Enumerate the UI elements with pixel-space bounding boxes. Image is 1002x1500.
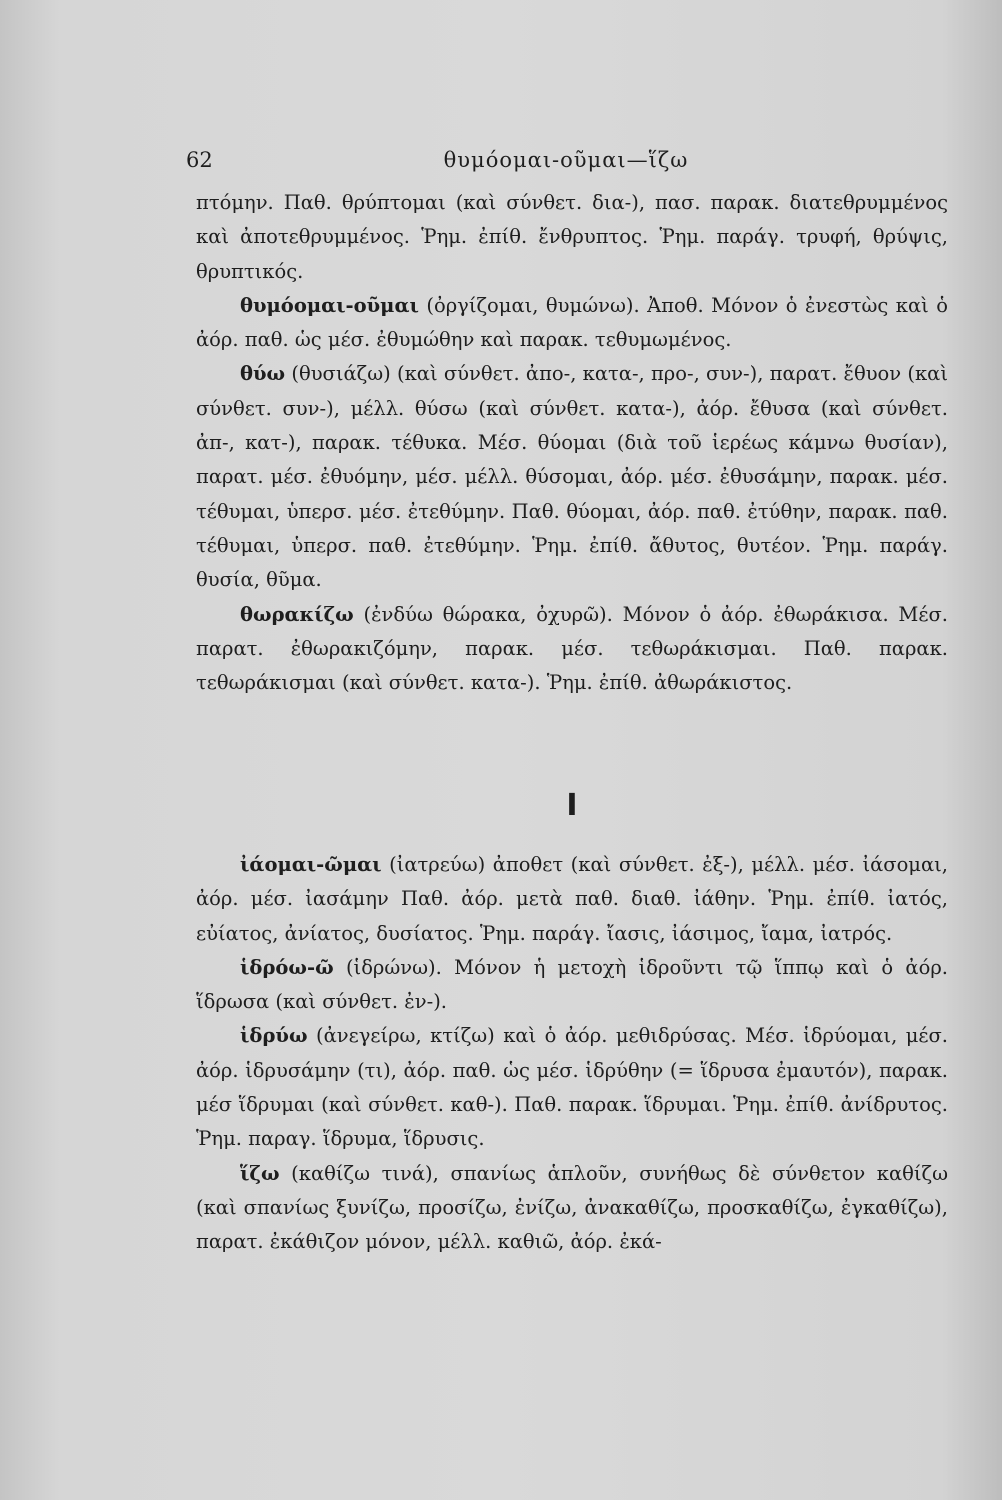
dictionary-entry <box>196 598 948 701</box>
dictionary-entry <box>196 289 948 358</box>
dictionary-entry <box>196 848 948 951</box>
entry-text: πτόμην. Παθ. θρύπτομαι (καὶ σύνθετ. δια-), πασ. παρακ. διατεθρυμμένος καὶ ἀποτεθρυμμένος. Ῥημ. ἐπίθ. ἔνθρυπτος. Ῥημ. παράγ. τρυφή, θρύψις, θρυπτικός. <box>196 191 948 283</box>
dictionary-entry <box>196 951 948 1020</box>
entry-text: (ἱδρώνω). Μόνον ἡ μετοχὴ ἱδροῦντι τῷ ἵππῳ καὶ ὁ ἀόρ. ἵδρωσα (καὶ σύνθετ. ἐν-). <box>196 955 948 1014</box>
entry-text: (ἰατρεύω) ἀποθετ (καὶ σύνθετ. ἐξ-), μέλλ. μέσ. ἰάσομαι, ἀόρ. μέσ. ἰασάμην Παθ. ἀόρ. μετὰ παθ. διαθ. ἰάθην. Ῥημ. ἐπίθ. ἰατός, εὐίατος, ἀνίατος, δυσίατος. Ῥημ. παράγ. ἴασις, ἰάσιμος, ἴαμα, ἰατρός. <box>196 853 948 945</box>
section-letter-heading: I <box>566 788 578 823</box>
entry-text: (ἀνεγείρω, κτίζω) καὶ ὁ ἀόρ. μεθιδρύσας. Μέσ. ἱδρύομαι, μέσ. ἀόρ. ἱδρυσάμην (τι), ἀόρ. παθ. ὡς μέσ. ἱδρύθην (= ἵδρυσα ἐμαυτόν), παρακ. μέσ ἵδρυμαι (καὶ σύνθετ. καθ-). Παθ. παρακ. ἵδρυμαι. Ῥημ. ἐπίθ. ἀνίδρυτος. Ῥημ. παραγ. ἵδρυμα, ἵδρυσις. <box>196 1024 948 1151</box>
dictionary-entries-top <box>196 186 948 700</box>
entry-headword: ἵζω <box>240 1161 280 1185</box>
entry-headword: ἰάομαι-ῶμαι <box>240 853 382 876</box>
entry-continuation <box>196 186 948 289</box>
entry-headword: ἱδρύω <box>240 1024 308 1048</box>
page-header <box>186 148 946 178</box>
entry-headword: θύω <box>240 362 286 386</box>
entry-text: (ἐνδύω θώρακα, ὀχυρῶ). Μόνον ὁ ἀόρ. ἐθωράκισα. Μέσ. παρατ. ἐθωρακιζόμην, παρακ. μέσ. τεθωράκισμαι. Παθ. παρακ. τεθωράκισμαι (καὶ σύνθετ. κατα-). Ῥημ. ἐπίθ. ἀθωράκιστος. <box>196 602 948 695</box>
entry-text: (ὀργίζομαι, θυμώνω). Ἀποθ. Μόνον ὁ ἐνεστὼς καὶ ὁ ἀόρ. παθ. ὡς μέσ. ἐθυμώθην καὶ παρακ. τεθυμωμένος. <box>196 293 948 352</box>
dictionary-entry <box>196 357 948 597</box>
entry-headword: θυμόομαι-οῦμαι <box>240 293 419 317</box>
dictionary-entry <box>196 1019 948 1156</box>
dictionary-entries-bottom <box>196 848 948 1260</box>
entry-text: (καθίζω τινά), σπανίως ἁπλοῦν, συνήθως δὲ σύνθετον καθίζω (καὶ σπανίως ξυνίζω, προσίζω, ἐνίζω, ἀνακαθίζω, προσκαθίζω, ἐγκαθίζω), παρατ. ἐκάθιζον μόνον, μέλλ. καθιῶ, ἀόρ. ἐκά- <box>196 1161 948 1254</box>
entry-headword: ἱδρόω-ῶ <box>240 955 334 979</box>
running-head: θυμόομαι-οῦμαι—ἵζω <box>443 148 689 172</box>
page-number: 62 <box>186 148 213 172</box>
entry-headword: θωρακίζω <box>240 602 354 626</box>
entry-text: (θυσιάζω) (καὶ σύνθετ. ἀπο-, κατα-, προ-, συν-), παρατ. ἔθυον (καὶ σύνθετ. συν-), μέλλ. θύσω (καὶ σύνθετ. κατα-), ἀόρ. ἔθυσα (καὶ σύνθετ. ἀπ-, κατ-), παρακ. τέθυκα. Μέσ. θύομαι (διὰ τοῦ ἱερέως κάμνω θυσίαν), παρατ. μέσ. ἐθυόμην, μέσ. μέλλ. θύσομαι, ἀόρ. μέσ. ἐθυσάμην, παρακ. μέσ. τέθυμαι, ὑπερσ. μέσ. ἐτεθύμην. Παθ. θύομαι, ἀόρ. παθ. ἐτύθην, παρακ. παθ. τέθυμαι, ὑπερσ. παθ. ἐτεθύμην. Ῥημ. ἐπίθ. ἄθυτος, θυτέον. Ῥημ. παράγ. θυσία, θῦμα. <box>196 362 948 592</box>
dictionary-entry <box>196 1157 948 1260</box>
